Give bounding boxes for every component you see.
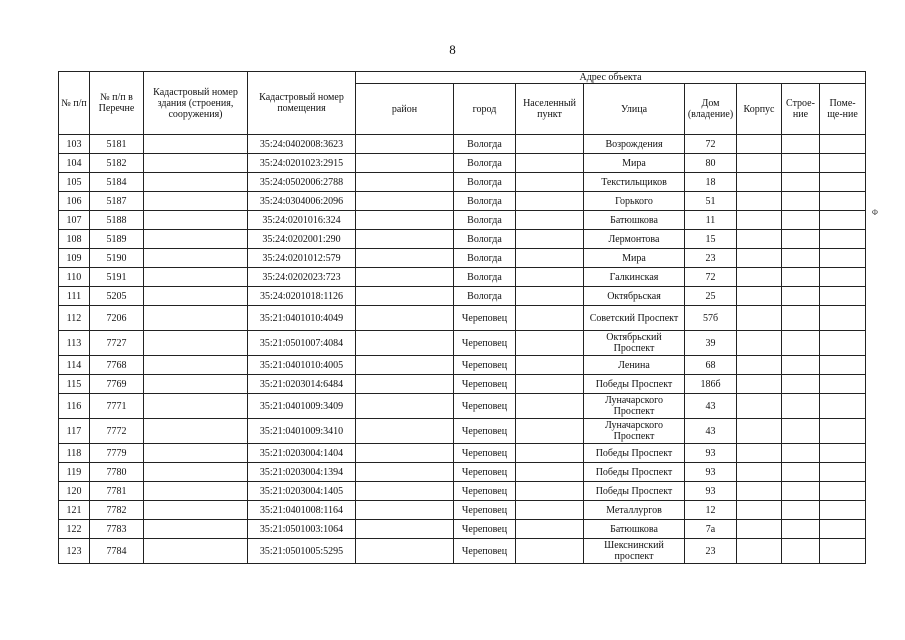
cell-premises <box>820 306 866 331</box>
cell-street: Победы Проспект <box>584 463 685 482</box>
table-row <box>59 306 866 331</box>
table-row <box>59 192 866 211</box>
cell-house: 11 <box>685 211 737 230</box>
cell-house: 15 <box>685 230 737 249</box>
cell-street: Октябрьский Проспект <box>584 331 685 356</box>
cell-num: 116 <box>59 394 90 419</box>
cell-cad-building <box>144 375 248 394</box>
header-korpus: Корпус <box>737 84 782 135</box>
cell-cad-building <box>144 419 248 444</box>
cell-cad-building <box>144 306 248 331</box>
cell-building <box>782 539 820 564</box>
cell-city: Вологда <box>454 268 516 287</box>
cell-settlement <box>516 356 584 375</box>
cell-korpus <box>737 268 782 287</box>
cell-cad-building <box>144 268 248 287</box>
cell-street: Мира <box>584 154 685 173</box>
page-number: 8 <box>449 42 456 57</box>
cell-num: 109 <box>59 249 90 268</box>
margin-mark: Φ <box>872 208 878 217</box>
cell-building <box>782 419 820 444</box>
cell-city: Вологда <box>454 154 516 173</box>
cell-settlement <box>516 306 584 331</box>
cell-list-num: 7782 <box>90 501 144 520</box>
cell-settlement <box>516 287 584 306</box>
cell-cad-building <box>144 520 248 539</box>
cell-street: Луначарского Проспект <box>584 394 685 419</box>
cell-cad-building <box>144 482 248 501</box>
cell-cad-room: 35:21:0401010:4049 <box>248 306 356 331</box>
cell-building <box>782 268 820 287</box>
cell-num: 104 <box>59 154 90 173</box>
cell-list-num: 7772 <box>90 419 144 444</box>
table-row <box>59 331 866 356</box>
table-row <box>59 520 866 539</box>
cell-cad-room: 35:21:0203004:1394 <box>248 463 356 482</box>
cell-city: Вологда <box>454 173 516 192</box>
cell-cad-building <box>144 356 248 375</box>
cell-premises <box>820 501 866 520</box>
cell-num: 110 <box>59 268 90 287</box>
cell-settlement <box>516 463 584 482</box>
cell-korpus <box>737 192 782 211</box>
cell-num: 122 <box>59 520 90 539</box>
header-num: № п/п <box>59 72 90 135</box>
cell-settlement <box>516 331 584 356</box>
header-list-num: № п/п в Перечне <box>90 72 144 135</box>
cell-premises <box>820 173 866 192</box>
cell-premises <box>820 192 866 211</box>
cell-city: Череповец <box>454 539 516 564</box>
cell-cad-room: 35:24:0201023:2915 <box>248 154 356 173</box>
cell-premises <box>820 268 866 287</box>
cell-cad-room: 35:24:0201012:579 <box>248 249 356 268</box>
table-row <box>59 394 866 419</box>
cell-premises <box>820 520 866 539</box>
cell-premises <box>820 375 866 394</box>
header-city: город <box>454 84 516 135</box>
cell-list-num: 5182 <box>90 154 144 173</box>
cell-korpus <box>737 331 782 356</box>
cell-cad-building <box>144 501 248 520</box>
cell-settlement <box>516 375 584 394</box>
cell-city: Вологда <box>454 211 516 230</box>
cell-list-num: 5187 <box>90 192 144 211</box>
cell-house: 93 <box>685 482 737 501</box>
cell-num: 108 <box>59 230 90 249</box>
cell-street: Галкинская <box>584 268 685 287</box>
cell-list-num: 5190 <box>90 249 144 268</box>
cell-cad-room: 35:21:0203004:1405 <box>248 482 356 501</box>
cell-city: Череповец <box>454 375 516 394</box>
cell-korpus <box>737 419 782 444</box>
cell-building <box>782 173 820 192</box>
cell-cad-building <box>144 211 248 230</box>
cell-street: Горького <box>584 192 685 211</box>
cell-cad-room: 35:21:0401008:1164 <box>248 501 356 520</box>
cell-building <box>782 463 820 482</box>
cell-num: 111 <box>59 287 90 306</box>
cell-num: 113 <box>59 331 90 356</box>
cell-district <box>356 520 454 539</box>
cell-list-num: 5191 <box>90 268 144 287</box>
table-row <box>59 419 866 444</box>
cell-city: Вологда <box>454 230 516 249</box>
cell-district <box>356 482 454 501</box>
cell-street: Октябрьская <box>584 287 685 306</box>
cell-building <box>782 249 820 268</box>
cell-settlement <box>516 444 584 463</box>
cell-korpus <box>737 287 782 306</box>
cell-house: 23 <box>685 539 737 564</box>
cell-korpus <box>737 356 782 375</box>
cell-list-num: 7206 <box>90 306 144 331</box>
cell-district <box>356 539 454 564</box>
cell-premises <box>820 539 866 564</box>
cell-house: 25 <box>685 287 737 306</box>
cell-building <box>782 482 820 501</box>
table-row <box>59 173 866 192</box>
cell-korpus <box>737 249 782 268</box>
cell-settlement <box>516 230 584 249</box>
cell-building <box>782 331 820 356</box>
cell-korpus <box>737 482 782 501</box>
cell-num: 105 <box>59 173 90 192</box>
cell-cad-room: 35:24:0502006:2788 <box>248 173 356 192</box>
cell-num: 117 <box>59 419 90 444</box>
cell-street: Победы Проспект <box>584 482 685 501</box>
cell-district <box>356 306 454 331</box>
cell-district <box>356 192 454 211</box>
cell-cad-room: 35:24:0304006:2096 <box>248 192 356 211</box>
cell-num: 119 <box>59 463 90 482</box>
cell-cad-room: 35:24:0201016:324 <box>248 211 356 230</box>
cell-city: Череповец <box>454 501 516 520</box>
cell-korpus <box>737 211 782 230</box>
cell-street: Победы Проспект <box>584 375 685 394</box>
cell-list-num: 5188 <box>90 211 144 230</box>
cell-settlement <box>516 394 584 419</box>
cell-list-num: 5205 <box>90 287 144 306</box>
cell-city: Череповец <box>454 444 516 463</box>
cell-settlement <box>516 249 584 268</box>
header-district: район <box>356 84 454 135</box>
table-row <box>59 249 866 268</box>
cell-cad-building <box>144 463 248 482</box>
cell-num: 118 <box>59 444 90 463</box>
header-building: Строе-ние <box>782 84 820 135</box>
cell-list-num: 5181 <box>90 135 144 154</box>
cell-building <box>782 211 820 230</box>
cell-city: Череповец <box>454 331 516 356</box>
cell-district <box>356 356 454 375</box>
cell-district <box>356 211 454 230</box>
cell-cad-room: 35:24:0202001:290 <box>248 230 356 249</box>
cell-district <box>356 331 454 356</box>
cell-street: Батюшкова <box>584 211 685 230</box>
cell-settlement <box>516 192 584 211</box>
cell-house: 186б <box>685 375 737 394</box>
cell-korpus <box>737 154 782 173</box>
cell-num: 120 <box>59 482 90 501</box>
header-cad-building: Кадастровый номер здания (строения, сооружения) <box>144 72 248 135</box>
cell-house: 43 <box>685 419 737 444</box>
cell-cad-building <box>144 154 248 173</box>
cell-num: 107 <box>59 211 90 230</box>
header-premises: Поме-ще-ние <box>820 84 866 135</box>
table-row <box>59 268 866 287</box>
cell-city: Череповец <box>454 520 516 539</box>
cell-settlement <box>516 482 584 501</box>
cell-building <box>782 192 820 211</box>
cell-list-num: 5184 <box>90 173 144 192</box>
cell-korpus <box>737 135 782 154</box>
cell-cad-room: 35:21:0501003:1064 <box>248 520 356 539</box>
cell-list-num: 7783 <box>90 520 144 539</box>
cell-street: Текстильщиков <box>584 173 685 192</box>
cell-premises <box>820 211 866 230</box>
cell-num: 114 <box>59 356 90 375</box>
cell-num: 103 <box>59 135 90 154</box>
cell-city: Череповец <box>454 394 516 419</box>
cell-premises <box>820 463 866 482</box>
cell-city: Череповец <box>454 463 516 482</box>
cell-premises <box>820 287 866 306</box>
cell-settlement <box>516 539 584 564</box>
cell-cad-building <box>144 249 248 268</box>
cell-district <box>356 444 454 463</box>
cell-building <box>782 444 820 463</box>
cell-korpus <box>737 539 782 564</box>
cell-cad-building <box>144 173 248 192</box>
table-row <box>59 444 866 463</box>
cell-list-num: 7781 <box>90 482 144 501</box>
table-row <box>59 375 866 394</box>
cell-city: Череповец <box>454 482 516 501</box>
cell-cad-building <box>144 135 248 154</box>
cell-city: Вологда <box>454 287 516 306</box>
cell-list-num: 7771 <box>90 394 144 419</box>
table-row <box>59 154 866 173</box>
cell-district <box>356 268 454 287</box>
cell-house: 12 <box>685 501 737 520</box>
cell-list-num: 5189 <box>90 230 144 249</box>
cell-cad-room: 35:21:0501005:5295 <box>248 539 356 564</box>
cell-house: 57б <box>685 306 737 331</box>
cell-korpus <box>737 520 782 539</box>
cell-premises <box>820 482 866 501</box>
cell-num: 123 <box>59 539 90 564</box>
cell-street: Возрождения <box>584 135 685 154</box>
cell-cad-building <box>144 230 248 249</box>
cell-num: 112 <box>59 306 90 331</box>
cell-building <box>782 394 820 419</box>
header-settlement: Населенный пункт <box>516 84 584 135</box>
cell-cad-building <box>144 444 248 463</box>
cell-settlement <box>516 268 584 287</box>
cell-street: Металлургов <box>584 501 685 520</box>
table-row <box>59 135 866 154</box>
cell-cad-building <box>144 331 248 356</box>
cell-list-num: 7727 <box>90 331 144 356</box>
cell-cad-building <box>144 192 248 211</box>
cell-korpus <box>737 230 782 249</box>
cell-city: Вологда <box>454 135 516 154</box>
cell-list-num: 7780 <box>90 463 144 482</box>
cell-cad-room: 35:21:0501007:4084 <box>248 331 356 356</box>
cell-premises <box>820 419 866 444</box>
cell-house: 72 <box>685 135 737 154</box>
cell-building <box>782 375 820 394</box>
header-cad-room: Кадастровый номер помещения <box>248 72 356 135</box>
cell-num: 121 <box>59 501 90 520</box>
table-row <box>59 211 866 230</box>
table-header <box>59 72 866 135</box>
cell-building <box>782 306 820 331</box>
cell-cad-room: 35:21:0401009:3409 <box>248 394 356 419</box>
cell-street: Лермонтова <box>584 230 685 249</box>
cell-cad-room: 35:21:0203004:1404 <box>248 444 356 463</box>
cell-house: 93 <box>685 444 737 463</box>
cell-list-num: 7768 <box>90 356 144 375</box>
cell-city: Вологда <box>454 249 516 268</box>
cell-building <box>782 230 820 249</box>
cell-list-num: 7779 <box>90 444 144 463</box>
cell-street: Ленина <box>584 356 685 375</box>
table-row <box>59 463 866 482</box>
cell-street: Шекснинский проспект <box>584 539 685 564</box>
cell-city: Череповец <box>454 306 516 331</box>
cell-district <box>356 394 454 419</box>
cell-house: 7а <box>685 520 737 539</box>
cell-building <box>782 287 820 306</box>
cell-district <box>356 249 454 268</box>
cell-list-num: 7784 <box>90 539 144 564</box>
cell-street: Батюшкова <box>584 520 685 539</box>
cell-cad-building <box>144 394 248 419</box>
cell-house: 93 <box>685 463 737 482</box>
cell-settlement <box>516 135 584 154</box>
cell-cad-room: 35:21:0203014:6484 <box>248 375 356 394</box>
cell-street: Советский Проспект <box>584 306 685 331</box>
cell-premises <box>820 356 866 375</box>
cell-cad-room: 35:24:0402008:3623 <box>248 135 356 154</box>
cell-cad-building <box>144 539 248 564</box>
cell-district <box>356 135 454 154</box>
cell-street: Мира <box>584 249 685 268</box>
property-table <box>58 71 866 564</box>
table-row <box>59 501 866 520</box>
cell-district <box>356 501 454 520</box>
cell-city: Вологда <box>454 192 516 211</box>
cell-premises <box>820 331 866 356</box>
cell-building <box>782 154 820 173</box>
cell-settlement <box>516 419 584 444</box>
cell-city: Череповец <box>454 419 516 444</box>
cell-district <box>356 419 454 444</box>
table-row <box>59 356 866 375</box>
cell-korpus <box>737 444 782 463</box>
cell-premises <box>820 394 866 419</box>
header-street: Улица <box>584 84 685 135</box>
cell-cad-building <box>144 287 248 306</box>
cell-district <box>356 154 454 173</box>
cell-korpus <box>737 306 782 331</box>
cell-house: 68 <box>685 356 737 375</box>
header-address: Адрес объекта <box>356 72 866 84</box>
cell-house: 80 <box>685 154 737 173</box>
cell-street: Победы Проспект <box>584 444 685 463</box>
table-row <box>59 230 866 249</box>
cell-premises <box>820 154 866 173</box>
cell-house: 23 <box>685 249 737 268</box>
table-row <box>59 539 866 564</box>
cell-building <box>782 356 820 375</box>
cell-street: Луначарского Проспект <box>584 419 685 444</box>
cell-house: 39 <box>685 331 737 356</box>
cell-num: 115 <box>59 375 90 394</box>
cell-house: 72 <box>685 268 737 287</box>
cell-building <box>782 520 820 539</box>
cell-district <box>356 173 454 192</box>
cell-settlement <box>516 501 584 520</box>
cell-district <box>356 375 454 394</box>
cell-cad-room: 35:21:0401010:4005 <box>248 356 356 375</box>
cell-korpus <box>737 501 782 520</box>
cell-house: 18 <box>685 173 737 192</box>
cell-house: 43 <box>685 394 737 419</box>
cell-premises <box>820 444 866 463</box>
header-house: Дом (владение) <box>685 84 737 135</box>
cell-korpus <box>737 394 782 419</box>
cell-city: Череповец <box>454 356 516 375</box>
cell-district <box>356 463 454 482</box>
cell-premises <box>820 249 866 268</box>
table-row <box>59 482 866 501</box>
table-row <box>59 287 866 306</box>
cell-house: 51 <box>685 192 737 211</box>
cell-korpus <box>737 463 782 482</box>
cell-settlement <box>516 211 584 230</box>
table-body <box>59 135 866 564</box>
cell-building <box>782 501 820 520</box>
cell-district <box>356 230 454 249</box>
cell-cad-room: 35:24:0201018:1126 <box>248 287 356 306</box>
cell-cad-room: 35:24:0202023:723 <box>248 268 356 287</box>
cell-settlement <box>516 173 584 192</box>
cell-settlement <box>516 154 584 173</box>
cell-korpus <box>737 173 782 192</box>
cell-korpus <box>737 375 782 394</box>
cell-settlement <box>516 520 584 539</box>
cell-list-num: 7769 <box>90 375 144 394</box>
cell-num: 106 <box>59 192 90 211</box>
cell-district <box>356 287 454 306</box>
cell-building <box>782 135 820 154</box>
cell-premises <box>820 135 866 154</box>
cell-cad-room: 35:21:0401009:3410 <box>248 419 356 444</box>
cell-premises <box>820 230 866 249</box>
